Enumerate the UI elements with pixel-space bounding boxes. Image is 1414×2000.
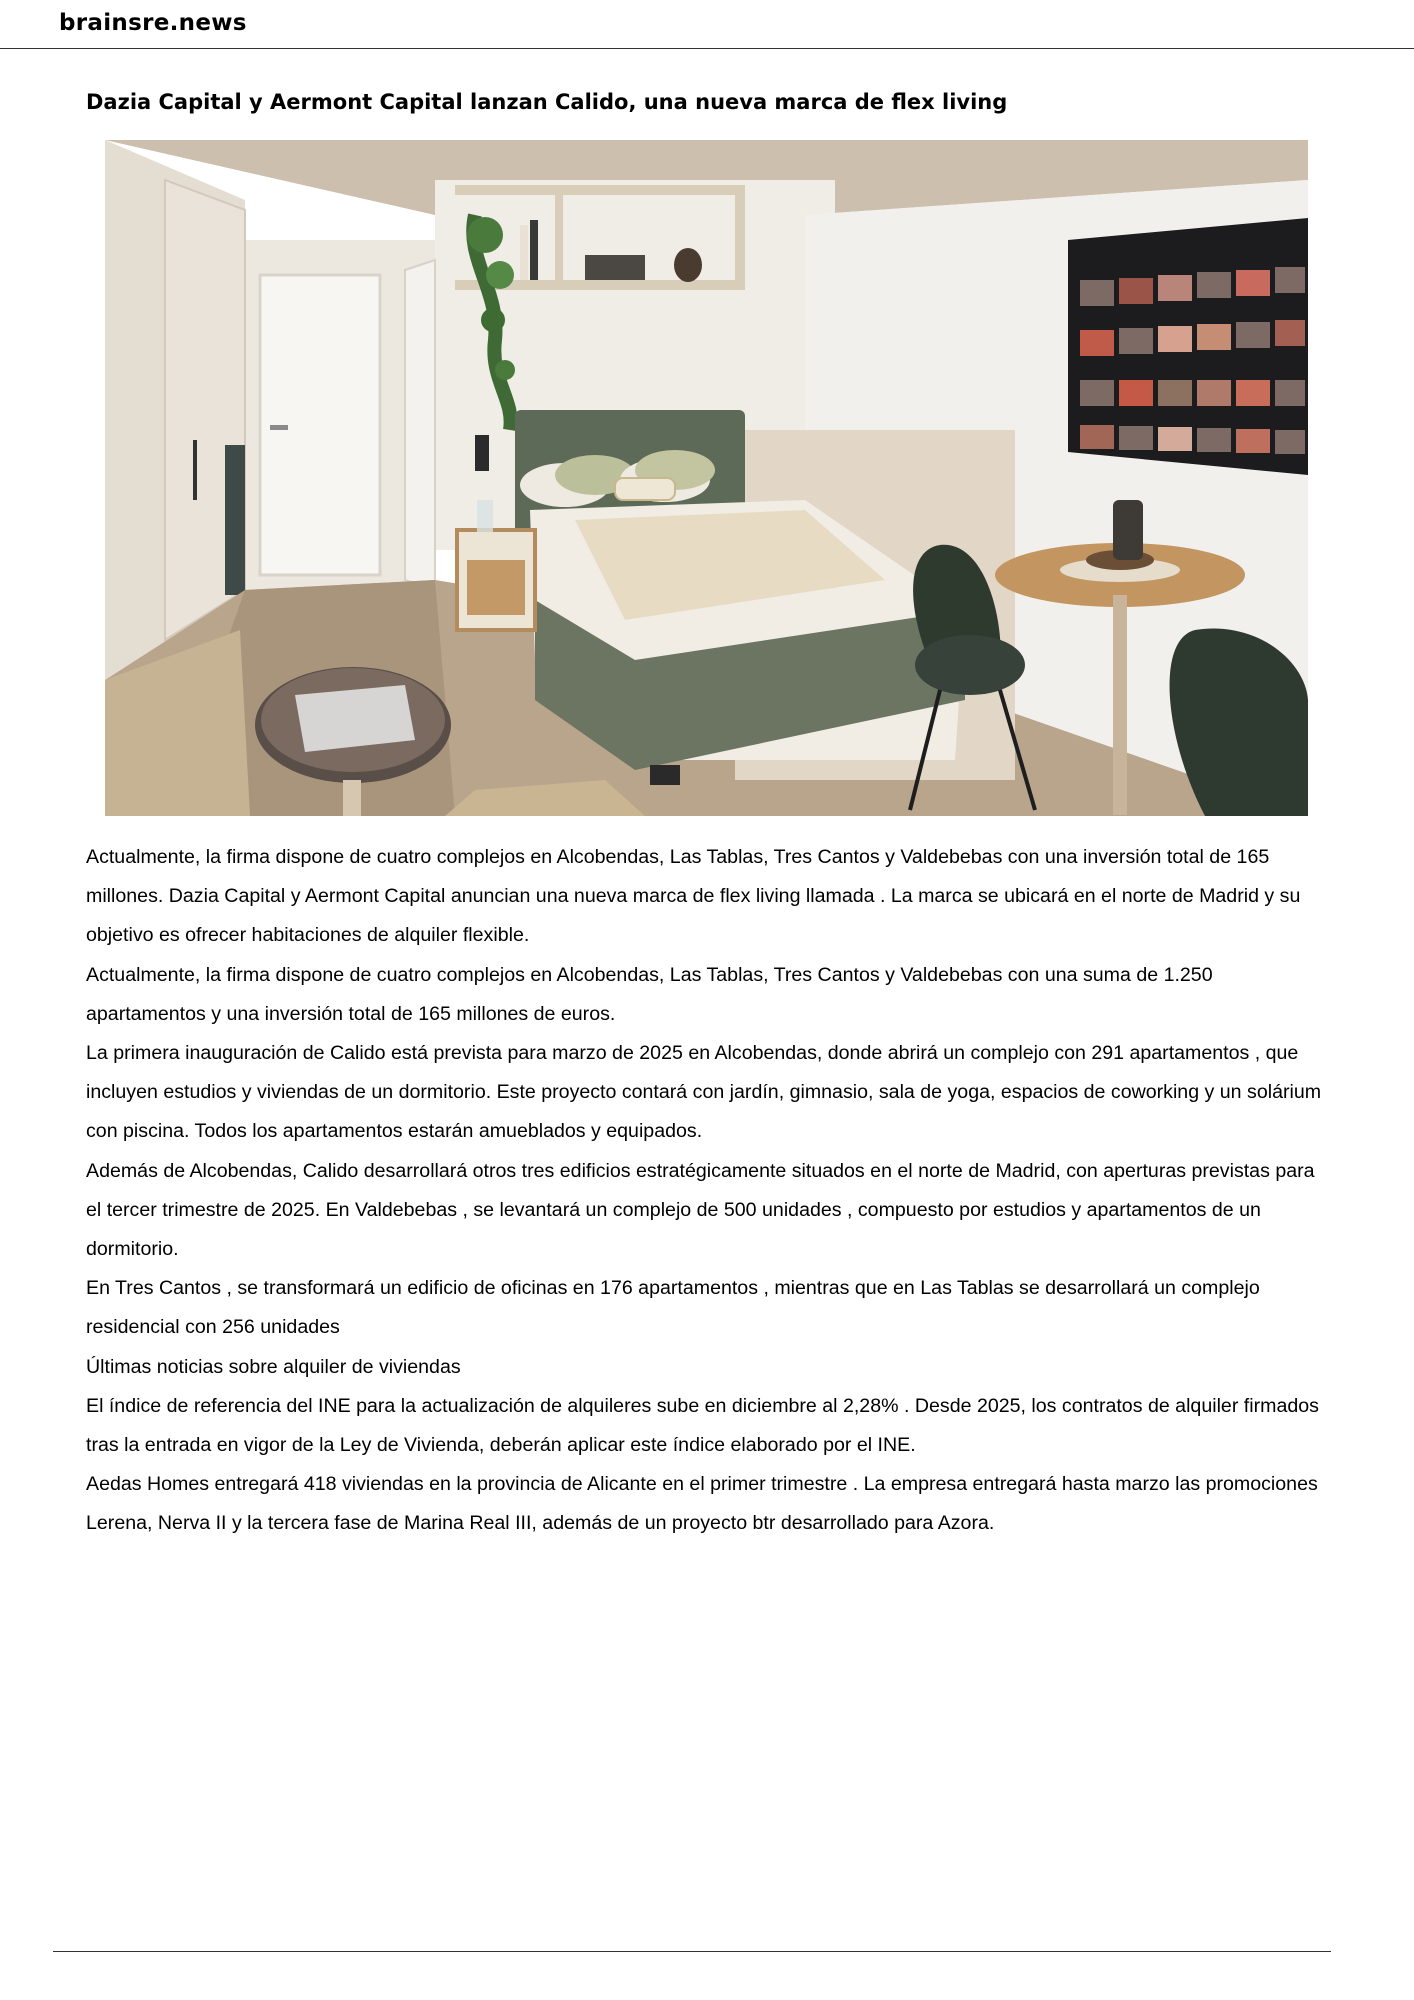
article-paragraph: Actualmente, la firma dispone de cuatro complejos en Alcobendas, Las Tablas, Tres Cantos y Valdebebas con una inversión total de 165 millones. Dazia Capital y Aermont Capital anuncian una nueva marca de flex living llamada . La marca se ubicará en el norte de Madrid y su objetivo es ofrecer habitaciones de alquiler flexible. xyxy=(86,846,1301,947)
article-title: Dazia Capital y Aermont Capital lanzan Calido, una nueva marca de flex living xyxy=(86,90,1008,114)
article-paragraph: Además de Alcobendas, Calido desarrollará otros tres edificios estratégicamente situados en el norte de Madrid, con aperturas previstas para el tercer trimestre de 2025. En Valdebebas , se levantará un complejo de 500 unidades , compuesto por estudios y apartamentos de un dormitorio. xyxy=(86,1159,1315,1261)
article-photo xyxy=(105,140,1308,816)
section-subheading: Últimas noticias sobre alquiler de viviendas xyxy=(86,1355,461,1378)
footer-divider xyxy=(53,1951,1331,1952)
header-divider xyxy=(0,48,1414,49)
article-paragraph: En Tres Cantos , se transformará un edificio de oficinas en 176 apartamentos , mientras que en Las Tablas se desarrollará un complejo residencial con 256 unidades xyxy=(86,1277,1260,1339)
article-paragraph: El índice de referencia del INE para la actualización de alquileres sube en diciembre al 2,28% . Desde 2025, los contratos de alquiler firmados tras la entrada en vigor de la Ley de Vivienda, deberán aplicar este índice elaborado por el INE. xyxy=(86,1394,1319,1457)
studio-apartment-photo xyxy=(105,140,1308,816)
article-paragraph: La primera inauguración de Calido está prevista para marzo de 2025 en Alcobendas, donde abrirá un complejo con 291 apartamentos , que incluyen estudios y viviendas de un dormitorio. Este proyecto contará con jardín, gimnasio, sala de yoga, espacios de coworking y un solárium con piscina. Todos los apartamentos estarán amueblados y equipados. xyxy=(86,1042,1322,1143)
site-name: brainsre.news xyxy=(59,10,247,36)
article-paragraph: Aedas Homes entregará 418 viviendas en la provincia de Alicante en el primer trimestre . La empresa entregará hasta marzo las promociones Lerena, Nerva II y la tercera fase de Marina Real III, además de un proyecto btr desarrollado para Azora. xyxy=(86,1473,1318,1535)
article-body xyxy=(86,838,1334,1544)
article-paragraph: Actualmente, la firma dispone de cuatro complejos en Alcobendas, Las Tablas, Tres Cantos y Valdebebas con una suma de 1.250 apartamentos y una inversión total de 165 millones de euros. xyxy=(86,963,1213,1025)
